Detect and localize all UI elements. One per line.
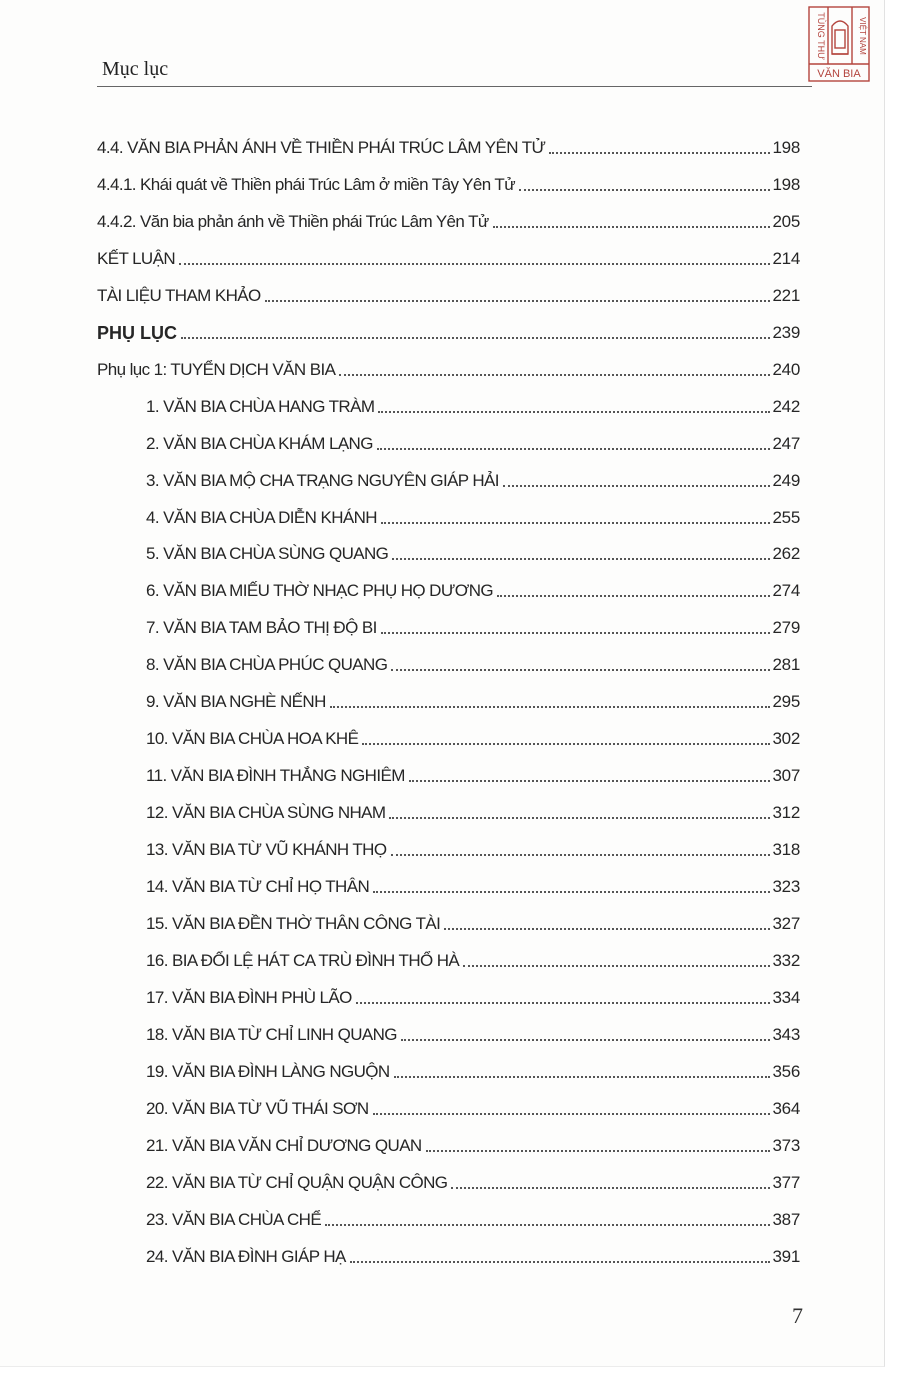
toc-entry-title: 21. VĂN BIA VĂN CHỈ DƯƠNG QUAN bbox=[146, 1136, 422, 1155]
running-header-title: Mục lục bbox=[102, 58, 169, 80]
toc-entry-page: 279 bbox=[772, 618, 800, 637]
toc-entry-title: 18. VĂN BIA TỪ CHỈ LINH QUANG bbox=[146, 1025, 397, 1044]
toc-entry-page: 343 bbox=[772, 1025, 800, 1044]
dot-leader bbox=[378, 411, 769, 413]
dot-leader bbox=[451, 1187, 769, 1189]
toc-entry[interactable] bbox=[0, 536, 800, 564]
dot-leader bbox=[265, 300, 770, 302]
toc-entry[interactable] bbox=[0, 1202, 800, 1230]
toc-entry-title: 24. VĂN BIA ĐÌNH GIÁP HẠ bbox=[146, 1247, 346, 1266]
toc-entry-page: 255 bbox=[772, 508, 800, 527]
dot-leader bbox=[394, 1076, 770, 1078]
toc-entry-title: 13. VĂN BIA TỪ VŨ KHÁNH THỌ bbox=[146, 840, 387, 859]
toc-entry-page: 274 bbox=[772, 581, 800, 600]
toc-entry-page: 318 bbox=[772, 840, 800, 859]
dot-leader bbox=[330, 706, 770, 708]
toc-entry[interactable] bbox=[0, 684, 800, 712]
toc-entry[interactable] bbox=[0, 130, 800, 158]
toc-entry[interactable] bbox=[0, 1054, 800, 1082]
svg-text:VIỆT NAM: VIỆT NAM bbox=[858, 17, 867, 55]
dot-leader bbox=[325, 1224, 769, 1226]
dot-leader bbox=[401, 1039, 770, 1041]
toc-entry[interactable] bbox=[0, 315, 800, 343]
toc-entry-title: 11. VĂN BIA ĐÌNH THẮNG NGHIÊM bbox=[146, 766, 405, 785]
toc-entry-page: 198 bbox=[772, 175, 800, 194]
toc-entry-title: 16. BIA ĐỔI LỆ HÁT CA TRÙ ĐÌNH THỔ HÀ bbox=[146, 951, 460, 970]
toc-entry[interactable] bbox=[0, 1239, 800, 1267]
toc-entry-title: 9. VĂN BIA NGHÈ NẾNH bbox=[146, 692, 326, 711]
toc-entry-title: 4.4. VĂN BIA PHẢN ÁNH VỀ THIỀN PHÁI TRÚC LÂM YÊN TỬ bbox=[97, 138, 546, 157]
toc-entry-title: 23. VĂN BIA CHÙA CHỂ bbox=[146, 1210, 322, 1229]
toc-entry-title: 19. VĂN BIA ĐÌNH LÀNG NGUỘN bbox=[146, 1062, 390, 1081]
toc-entry-page: 295 bbox=[772, 692, 800, 711]
toc-entry[interactable] bbox=[0, 980, 800, 1008]
toc-entry-title: PHỤ LỤC bbox=[97, 323, 177, 343]
dot-leader bbox=[463, 965, 769, 967]
toc-entry-title: 6. VĂN BIA MIẾU THỜ NHẠC PHỤ HỌ DƯƠNG bbox=[146, 581, 494, 600]
dot-leader bbox=[373, 1113, 770, 1115]
dot-leader bbox=[426, 1150, 770, 1152]
toc-entry-page: 198 bbox=[772, 138, 800, 157]
toc-entry[interactable] bbox=[0, 1091, 800, 1119]
toc-entry-title: 15. VĂN BIA ĐỀN THỜ THÂN CÔNG TÀI bbox=[146, 914, 441, 933]
dot-leader bbox=[444, 928, 769, 930]
toc-entry-page: 312 bbox=[772, 803, 800, 822]
toc-entry[interactable] bbox=[0, 1128, 800, 1156]
toc-entry[interactable] bbox=[0, 426, 800, 454]
toc-entry-title: 5. VĂN BIA CHÙA SÙNG QUANG bbox=[146, 544, 389, 563]
dot-leader bbox=[350, 1261, 770, 1263]
toc-entry[interactable] bbox=[0, 278, 800, 306]
dot-leader bbox=[377, 448, 770, 450]
toc-entry-page: 302 bbox=[772, 729, 800, 748]
toc-entry[interactable] bbox=[0, 352, 800, 380]
toc-entry-page: 364 bbox=[772, 1099, 800, 1118]
toc-entry-page: 249 bbox=[772, 471, 800, 490]
toc-entry[interactable] bbox=[0, 869, 800, 897]
dot-leader bbox=[519, 189, 770, 191]
toc-entry[interactable] bbox=[0, 1165, 800, 1193]
toc-entry-title: 12. VĂN BIA CHÙA SÙNG NHAM bbox=[146, 803, 386, 822]
toc-entry-page: 205 bbox=[772, 212, 800, 231]
toc-entry[interactable] bbox=[0, 758, 800, 786]
toc-entry-page: 247 bbox=[772, 434, 800, 453]
toc-entry-page: 323 bbox=[772, 877, 800, 896]
toc-entry-page: 377 bbox=[772, 1173, 800, 1192]
toc-entry-title: TÀI LIỆU THAM KHẢO bbox=[97, 286, 261, 305]
toc-entry-title: 17. VĂN BIA ĐÌNH PHÙ LÃO bbox=[146, 988, 352, 1007]
toc-entry-page: 332 bbox=[772, 951, 800, 970]
toc-entry-page: 240 bbox=[772, 360, 800, 379]
toc-entry[interactable] bbox=[0, 610, 800, 638]
toc-entry[interactable] bbox=[0, 573, 800, 601]
dot-leader bbox=[381, 632, 770, 634]
toc-entry-title: 20. VĂN BIA TỪ VŨ THÁI SƠN bbox=[146, 1099, 369, 1118]
toc-entry-title: 10. VĂN BIA CHÙA HOA KHÊ bbox=[146, 729, 359, 748]
toc-entry[interactable] bbox=[0, 832, 800, 860]
dot-leader bbox=[362, 743, 769, 745]
dot-leader bbox=[339, 374, 769, 376]
toc-entry-page: 242 bbox=[772, 397, 800, 416]
dot-leader bbox=[503, 485, 770, 487]
toc-entry-title: 4.4.2. Văn bia phản ánh về Thiền phái Trúc Lâm Yên Tử bbox=[97, 212, 489, 231]
toc-entry-page: 214 bbox=[772, 249, 800, 268]
dot-leader bbox=[181, 337, 770, 339]
dot-leader bbox=[389, 817, 769, 819]
toc-entry[interactable] bbox=[0, 647, 800, 675]
toc-entry[interactable] bbox=[0, 204, 800, 232]
toc-entry[interactable] bbox=[0, 943, 800, 971]
toc-entry[interactable] bbox=[0, 167, 800, 195]
toc-entry-title: 1. VĂN BIA CHÙA HANG TRÀM bbox=[146, 397, 375, 416]
toc-entry-title: 2. VĂN BIA CHÙA KHÁM LẠNG bbox=[146, 434, 373, 453]
dot-leader bbox=[356, 1002, 770, 1004]
dot-leader bbox=[179, 263, 770, 265]
toc-entry-title: 22. VĂN BIA TỪ CHỈ QUẬN QUẬN CÔNG bbox=[146, 1173, 448, 1192]
dot-leader bbox=[391, 669, 769, 671]
toc-entry-page: 373 bbox=[772, 1136, 800, 1155]
toc-entry[interactable] bbox=[0, 241, 800, 269]
toc-entry[interactable] bbox=[0, 389, 800, 417]
toc-entry-page: 334 bbox=[772, 988, 800, 1007]
toc-entry[interactable] bbox=[0, 795, 800, 823]
toc-entry-title: KẾT LUẬN bbox=[97, 249, 176, 268]
toc-entry-page: 327 bbox=[772, 914, 800, 933]
svg-text:TÙNG THƯ: TÙNG THƯ bbox=[816, 12, 826, 60]
toc-entry-title: Phụ lục 1: TUYỂN DỊCH VĂN BIA bbox=[97, 360, 336, 379]
dot-leader bbox=[493, 226, 770, 228]
toc-entry-page: 221 bbox=[772, 286, 800, 305]
dot-leader bbox=[497, 595, 769, 597]
toc-entry[interactable] bbox=[0, 906, 800, 934]
dot-leader bbox=[409, 780, 770, 782]
toc-entry-title: 4.4.1. Khái quát về Thiền phái Trúc Lâm ở miền Tây Yên Tử bbox=[97, 175, 515, 194]
toc-entry-title: 14. VĂN BIA TỪ CHỈ HỌ THÂN bbox=[146, 877, 370, 896]
toc-entry-page: 307 bbox=[772, 766, 800, 785]
toc-entry[interactable] bbox=[0, 500, 800, 528]
dot-leader bbox=[391, 854, 770, 856]
toc-entry-page: 387 bbox=[772, 1210, 800, 1229]
dot-leader bbox=[549, 152, 769, 154]
toc-entry[interactable] bbox=[0, 463, 800, 491]
toc-entry-title: 3. VĂN BIA MỘ CHA TRẠNG NGUYÊN GIÁP HẢI bbox=[146, 471, 499, 490]
toc-entry-page: 356 bbox=[772, 1062, 800, 1081]
dot-leader bbox=[373, 891, 769, 893]
svg-text:VĂN BIA: VĂN BIA bbox=[817, 68, 861, 80]
page-number: 7 bbox=[792, 1303, 803, 1328]
toc-entry-page: 262 bbox=[772, 544, 800, 563]
toc-entry-title: 7. VĂN BIA TAM BẢO THỊ ĐỘ BI bbox=[146, 618, 377, 637]
toc-entry[interactable] bbox=[0, 721, 800, 749]
toc-entry-title: 4. VĂN BIA CHÙA DIỄN KHÁNH bbox=[146, 508, 377, 527]
toc-entry-title: 8. VĂN BIA CHÙA PHÚC QUANG bbox=[146, 655, 388, 674]
dot-leader bbox=[392, 558, 769, 560]
toc-entry-page: 281 bbox=[772, 655, 800, 674]
toc-entry-page: 239 bbox=[772, 323, 800, 342]
toc-entry-page: 391 bbox=[772, 1247, 800, 1266]
dot-leader bbox=[381, 522, 770, 524]
toc-entry[interactable] bbox=[0, 1017, 800, 1045]
